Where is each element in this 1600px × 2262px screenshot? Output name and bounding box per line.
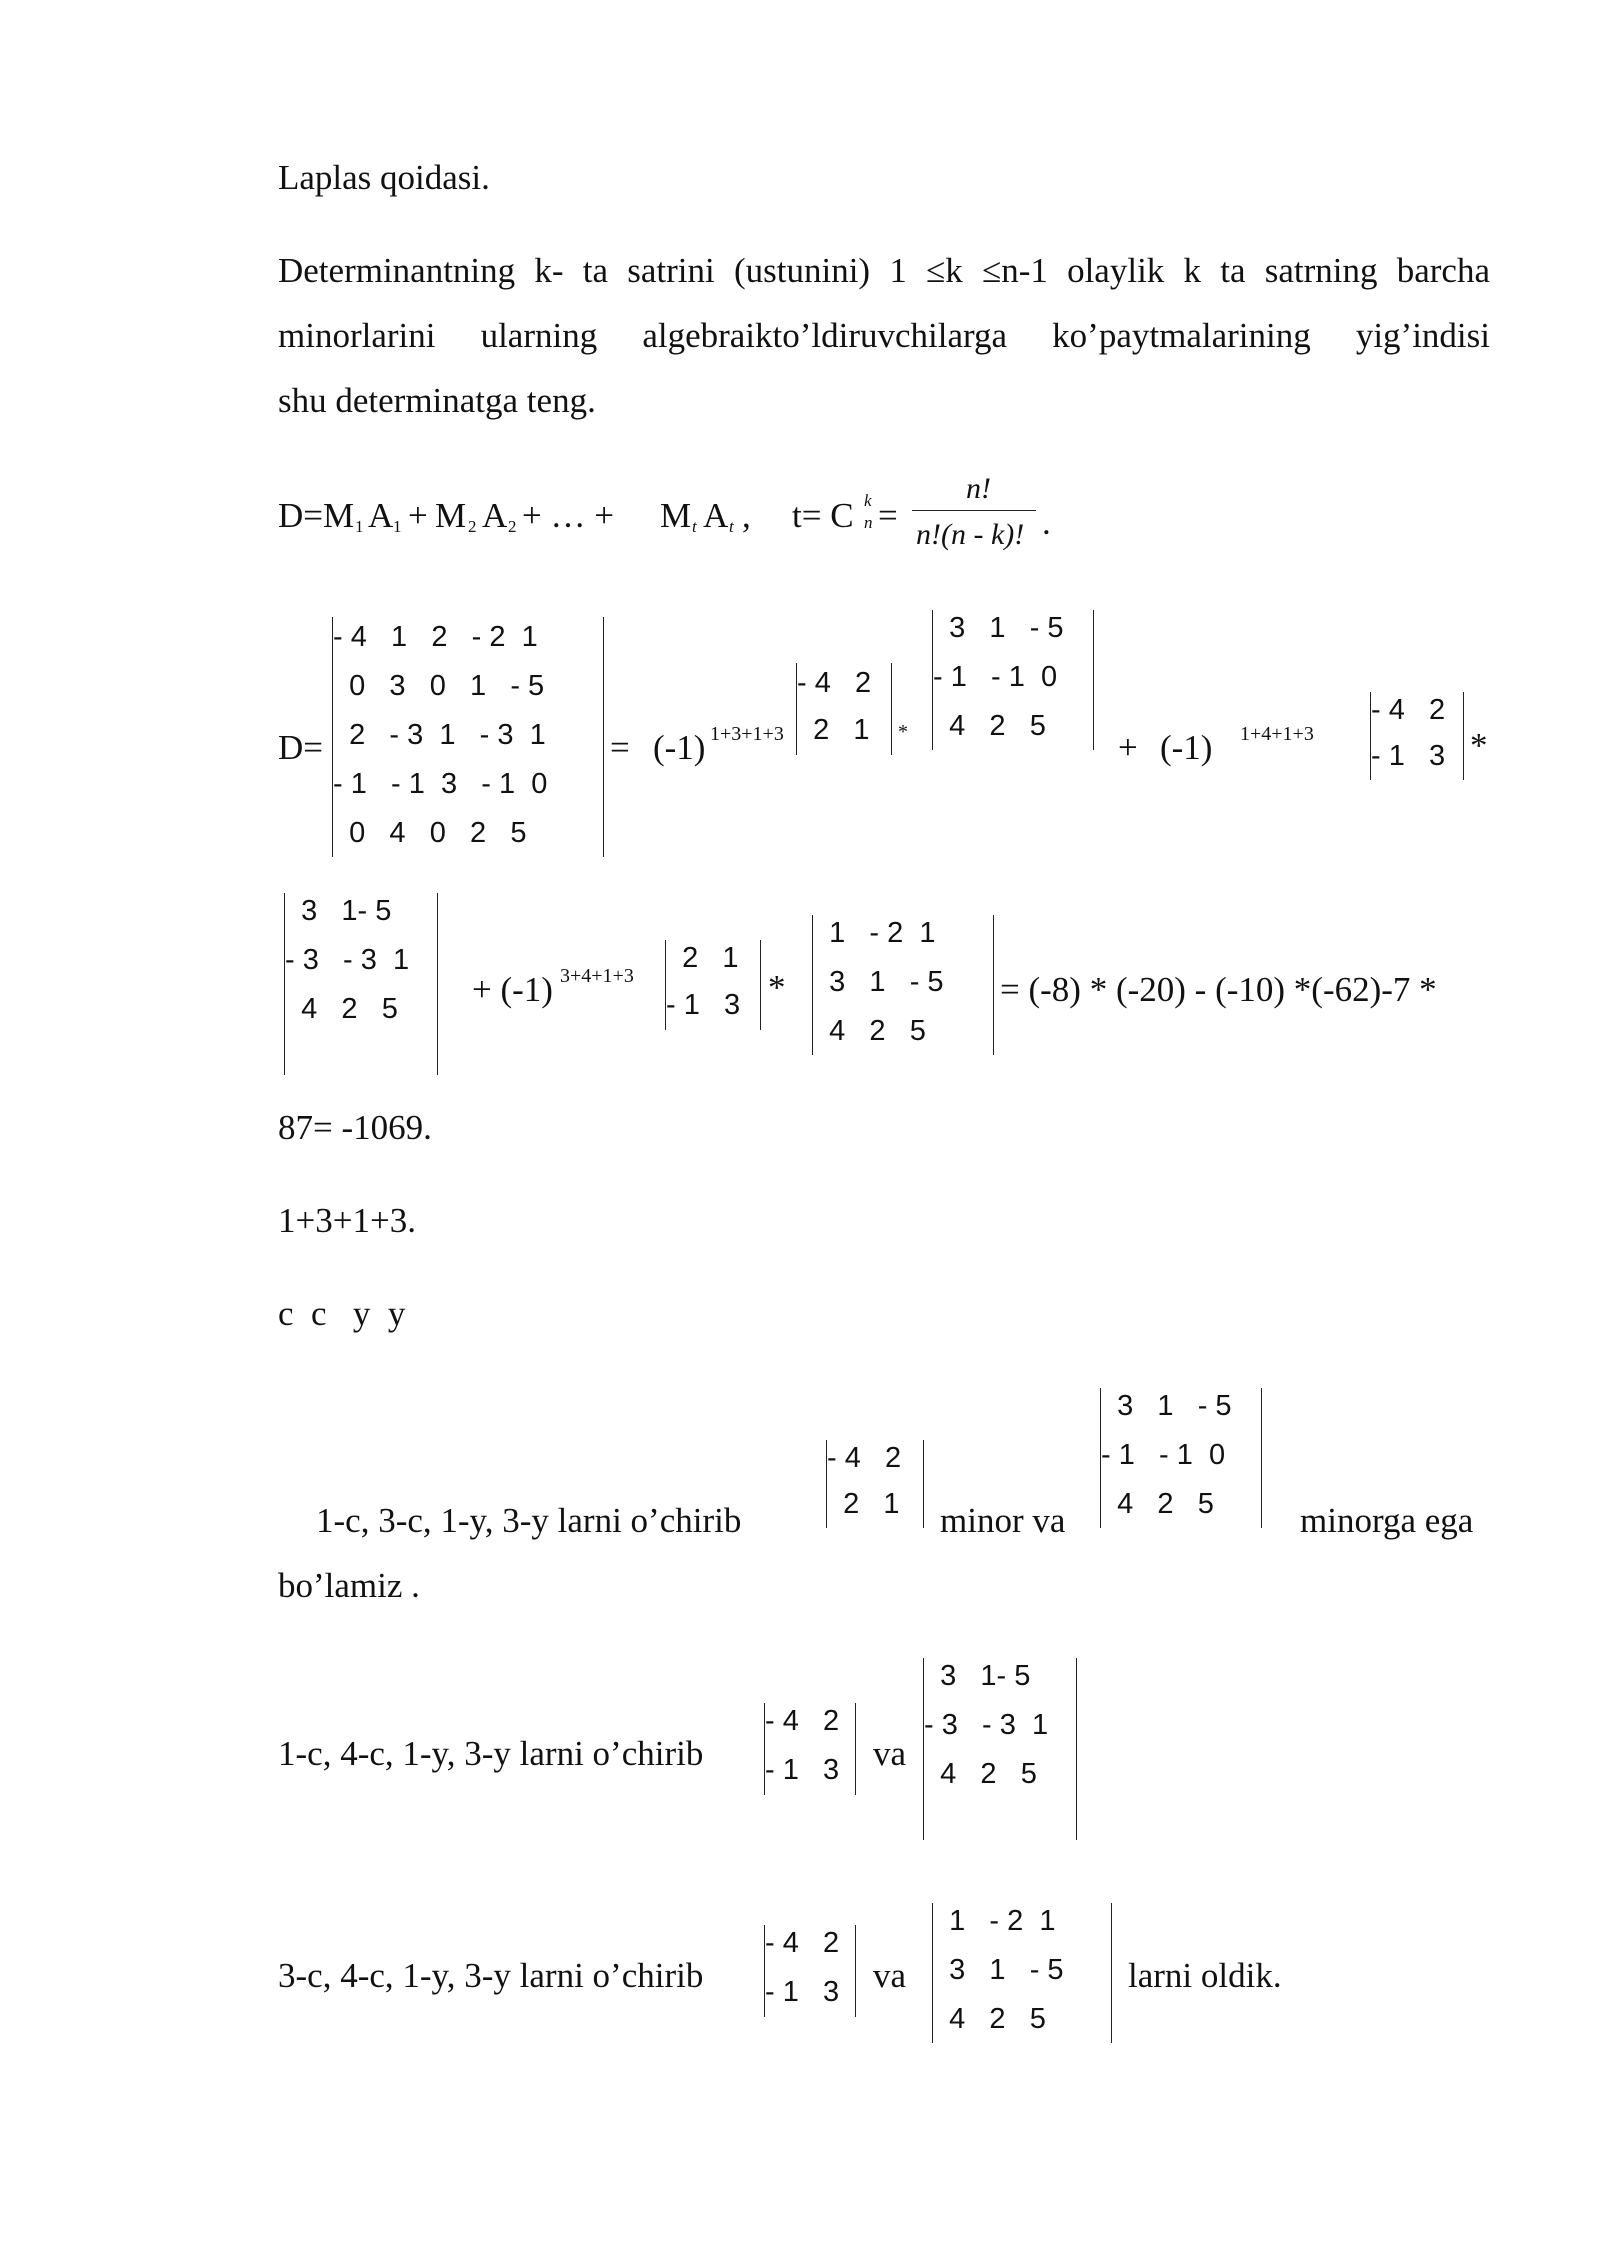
formula-a: A (368, 496, 394, 535)
formula-a: A (482, 496, 508, 535)
det-row: - 4 2 (765, 1705, 840, 1737)
intro-line: Determinantning k- ta satrini (ustunini) 1 ≤k ≤n-1 olaylik k ta satrning barcha (278, 251, 1490, 290)
formula-plus: + (408, 496, 428, 535)
det-row: - 1 3 (765, 1976, 840, 2008)
intro-line: minorlarini ularning algebraikto’ldiruvchilarga ko’paytmalarining yig’indisi (278, 316, 1490, 355)
det-row: - 3 - 3 1 (924, 1709, 1049, 1741)
result-end: 87= -1069. (278, 1108, 432, 1147)
case2-minor (764, 1703, 856, 1795)
det-row: 2 - 3 1 - 3 1 (333, 719, 546, 751)
formula-lhs: D=M (278, 496, 355, 535)
sign-exponent-2: 1+4+1+3 (1240, 723, 1314, 745)
sign-exponent-1: 1+3+1+3 (710, 723, 784, 745)
formula-t: t= C (792, 496, 854, 535)
case3-text: larni oldik. (1128, 1956, 1282, 1995)
case1-text: bo’lamiz . (278, 1566, 420, 1605)
det-row: 3 1 - 5 (813, 966, 944, 998)
main-determinant (332, 617, 604, 857)
det-row: - 1 - 1 3 - 1 0 (333, 768, 548, 800)
complement-3 (812, 915, 994, 1055)
det-row: - 1 3 (666, 989, 741, 1021)
det-row: 4 2 5 (933, 2003, 1046, 2035)
det-row: - 4 2 (827, 1442, 902, 1474)
formula-eq: = (878, 496, 898, 535)
det-row: - 1 - 1 0 (933, 661, 1058, 693)
section-title: Laplas qoidasi. (278, 158, 490, 197)
case3-text: va (873, 1956, 907, 1995)
plus-sign: + (1118, 728, 1138, 767)
d-label: D= (278, 728, 324, 767)
multiply-sign: * (898, 721, 908, 743)
det-row: 0 4 0 2 5 (333, 817, 527, 849)
det-row: 1 - 2 1 (813, 917, 936, 949)
minor-1 (796, 663, 892, 755)
complement-2 (284, 893, 438, 1075)
formula-sub: t (692, 517, 697, 536)
sign-factor-2: (-1) (1160, 728, 1213, 767)
det-row: 0 3 0 1 - 5 (333, 670, 545, 702)
case2-text: 1-c, 4-c, 1-y, 3-y larni o’chirib (278, 1734, 704, 1773)
formula-sub: 2 (468, 517, 477, 536)
formula-k: k (864, 491, 872, 510)
case1-text: minorga ega (1300, 1501, 1474, 1540)
complement-1 (932, 610, 1094, 750)
det-row: 4 2 5 (813, 1015, 926, 1047)
intro-line: shu determinatga teng. (278, 381, 596, 420)
det-row: - 4 2 (765, 1927, 840, 1959)
det-row: 4 2 5 (933, 710, 1046, 742)
det-row: 1 - 2 1 (933, 1905, 1056, 1937)
case1-text: minor va (940, 1501, 1066, 1540)
det-row: - 4 1 2 - 2 1 (333, 621, 538, 653)
det-row: 3 1 - 5 (933, 1954, 1064, 1986)
det-row: - 3 - 3 1 (285, 944, 410, 976)
det-row: 4 2 5 (285, 993, 398, 1025)
sign-exponent-3: 3+4+1+3 (560, 965, 634, 987)
formula-dot: . (1042, 503, 1051, 542)
formula-numerator: n! (966, 472, 991, 505)
formula-sub: t (729, 517, 734, 536)
equals-sign: = (610, 728, 630, 767)
det-row: - 4 2 (1371, 694, 1446, 726)
det-row: 2 1 (666, 942, 739, 974)
case3-minor (764, 1925, 856, 2017)
formula-denominator: n!(n - k)! (916, 518, 1025, 551)
sign-factor-3: + (-1) (472, 970, 553, 1009)
det-row: 4 2 5 (924, 1758, 1037, 1790)
det-row: - 1 - 1 0 (1101, 1439, 1226, 1471)
det-row: 3 1- 5 (924, 1660, 1031, 1692)
minor-3 (665, 940, 761, 1030)
det-row: - 1 3 (765, 1754, 840, 1786)
result-line: = (-8) * (-20) - (-10) *(-62)-7 * (1000, 970, 1437, 1009)
sign-factor-1: (-1) (653, 728, 706, 767)
det-row: - 4 2 (797, 667, 872, 699)
fraction-bar (912, 510, 1036, 511)
det-row: 4 2 5 (1101, 1488, 1214, 1520)
case3-text: 3-c, 4-c, 1-y, 3-y larni o’chirib (278, 1956, 704, 1995)
formula-n: n (864, 513, 873, 532)
formula-sub: 2 (508, 517, 517, 536)
det-row: - 1 3 (1371, 740, 1446, 772)
intro-paragraph (278, 238, 1490, 433)
case3-complement (932, 1903, 1112, 2043)
minor-2 (1370, 692, 1464, 780)
formula-a: A (703, 496, 729, 535)
det-row: 2 1 (797, 714, 870, 746)
formula-comma: , (742, 496, 751, 535)
case1-minor (826, 1440, 924, 1528)
det-row: 2 1 (827, 1488, 900, 1520)
formula-sub: 1 (355, 517, 364, 536)
formula-dots: + … + (522, 496, 614, 535)
det-row: 3 1- 5 (285, 895, 392, 927)
case2-text: va (873, 1734, 907, 1773)
case1-text: 1-c, 3-c, 1-y, 3-y larni o’chirib (316, 1501, 742, 1540)
formula-sub: 1 (393, 517, 402, 536)
det-row: 3 1 - 5 (1101, 1390, 1232, 1422)
formula-m: M (660, 496, 692, 535)
det-row: 3 1 - 5 (933, 612, 1064, 644)
formula-m: M (435, 496, 467, 535)
case2-complement (923, 1658, 1077, 1840)
multiply-sign: * (1470, 726, 1488, 765)
multiply-sign: * (768, 968, 786, 1007)
note-exponent: 1+3+1+3. (278, 1201, 416, 1240)
note-labels: c c y y (278, 1294, 406, 1333)
case1-complement (1100, 1388, 1262, 1528)
